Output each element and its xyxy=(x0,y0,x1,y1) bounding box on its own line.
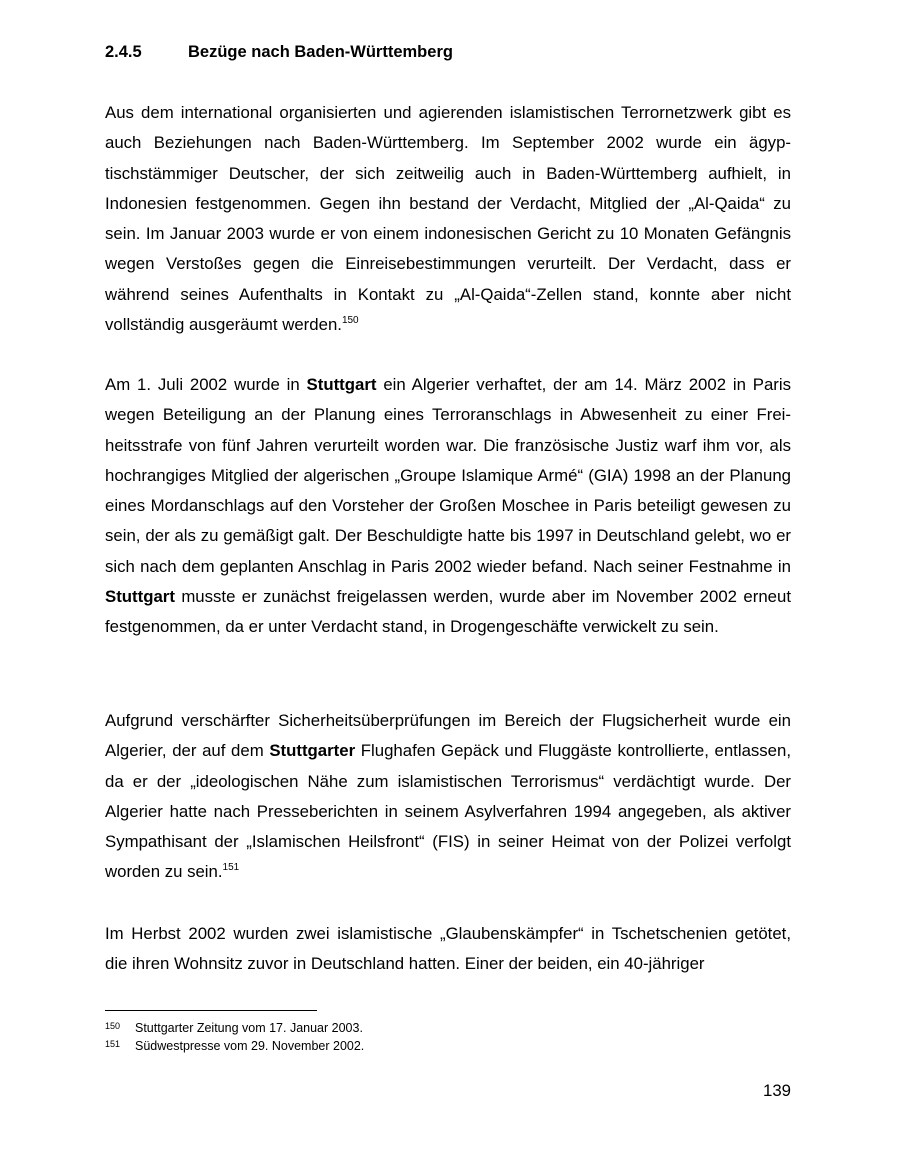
paragraph xyxy=(105,706,791,888)
paragraph-text: ein Algerier verhaftet, der am 14. März 2002 in Paris wegen Beteiligung an der Planung eines Terroranschlags in Abwesenheit zu einer Freiheitsstrafe von fünf Jahren verurteilt worden war. Die französische Justiz warf ihm vor, als hochrangiges Mitglied der algerischen „Groupe Islamique Armé“ (GIA) 1998 an der Planung eines Mordanschlags auf den Vorsteher der Großen Moschee in Paris beteiligt gewesen zu sein, der als zu gemäßigt galt. Der Beschuldigte hatte bis 1997 in Deutschland gelebt, wo er sich nach dem geplanten Anschlag in Paris 2002 wieder befand. Nach seiner Festnahme in xyxy=(105,375,792,576)
paragraph-text: Flughafen Gepäck und Fluggäste kontrollierte, entlassen, da er der „ideologischen Nähe zum islamistischen Terrorismus“ verdächtigt wurde. Der Algerier hatte nach Presseberichten in seinem Asylverfahren 1994 angegeben, als aktiver Sympathisant der „Islamischen Heilsfront“ (FIS) in seiner Heimat von der Polizei verfolgt worden zu sein. xyxy=(105,741,792,882)
paragraph xyxy=(105,919,791,980)
footnote-number: 150 xyxy=(105,1021,121,1031)
emphasized-place: Stuttgarter xyxy=(269,741,356,761)
page-number: 139 xyxy=(763,1081,791,1100)
paragraph xyxy=(105,370,791,643)
paragraph-text: Im Herbst 2002 wurden zwei islamistische „Glaubenskämpfer“ in Tschetschenien getötet, die ihren Wohnsitz zuvor in Deutschland hatten. Einer der beiden, ein 40-jähriger xyxy=(105,924,791,974)
paragraph xyxy=(105,98,791,340)
footnote-text: Stuttgarter Zeitung vom 17. Januar 2003. xyxy=(135,1021,363,1035)
paragraph-text: Am 1. Juli 2002 wurde in xyxy=(105,375,307,394)
emphasized-place: Stuttgart xyxy=(306,375,377,394)
footnote-separator xyxy=(105,1010,317,1011)
paragraph-text: musste er zunächst freigelassen werden, wurde aber im November 2002 erneut festgenommen, da er unter Verdacht stand, in Drogengeschäfte verwickelt zu sein. xyxy=(105,587,791,637)
footnote-reference: 151 xyxy=(222,862,240,874)
paragraph-text: Aufgrund verschärfter Sicherheitsüberprüfungen im Bereich der Flugsicherheit wurde ein Algerier, der auf dem xyxy=(105,711,791,761)
section-title: Bezüge nach Baden-Württemberg xyxy=(188,43,453,61)
footnote-reference: 150 xyxy=(341,315,359,327)
footnote xyxy=(105,1036,364,1054)
section-heading xyxy=(105,40,453,64)
footnotes xyxy=(105,1018,364,1054)
emphasized-place: Stuttgart xyxy=(105,587,175,607)
footnote-text: Südwestpresse vom 29. November 2002. xyxy=(135,1039,365,1053)
footnote-number: 151 xyxy=(105,1039,121,1049)
paragraph-text: Aus dem international organisierten und agierenden islamistischen Terrornetzwerk gibt es auch Beziehungen nach Baden-Württemberg. Im September 2002 wurde ein ägyptischstämmiger Deutscher, der sich zeitweilig auch in Baden-Württemberg aufhielt, in Indonesien festgenommen. Gegen ihn bestand der Verdacht, Mitglied der „Al-Qaida“ zu sein. Im Januar 2003 wurde er von einem indonesischen Gericht zu 10 Monaten Gefängnis wegen Verstoßes gegen die Einreisebestimmungen verurteilt. Der Verdacht, dass er während seines Aufenthalts in Kontakt zu „Al-Qaida“-Zellen stand, konnte aber nicht vollständig ausgeräumt werden. xyxy=(105,103,791,335)
section-number: 2.4.5 xyxy=(105,43,142,61)
footnote xyxy=(105,1018,364,1036)
